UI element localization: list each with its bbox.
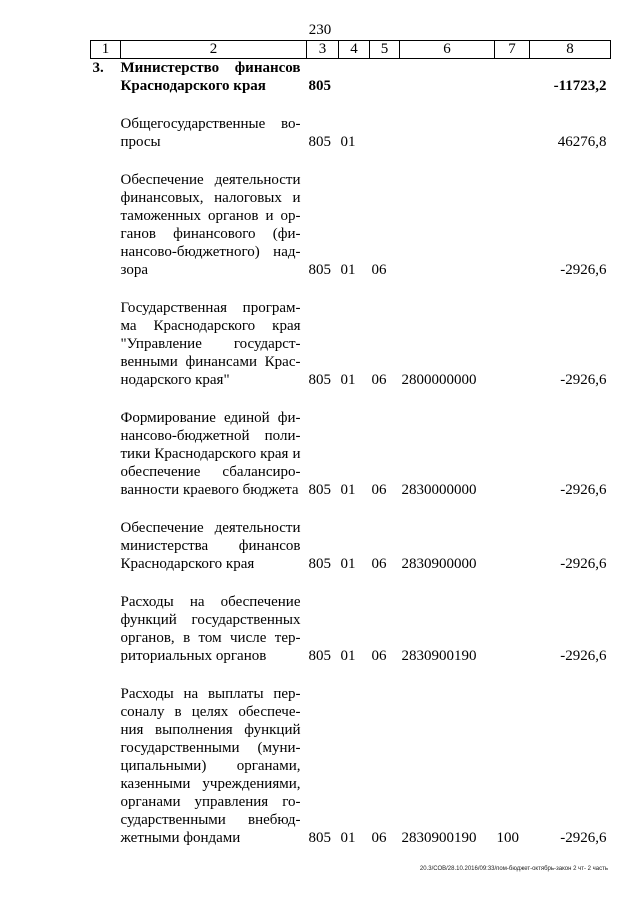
name-line: риториальных органов <box>120 648 267 664</box>
target-article-code <box>400 59 495 96</box>
target-article-code <box>400 115 495 151</box>
row-name <box>121 115 307 151</box>
name-line: органами управления го- <box>120 794 301 810</box>
name-line: обеспечение сбалансиро- <box>120 464 301 480</box>
table-row <box>91 171 611 279</box>
row-number: 3. <box>92 60 104 76</box>
name-line: ма Краснодарского края <box>120 318 301 334</box>
subsection-code: 06 <box>371 262 387 278</box>
name-line: жетными фондами <box>120 830 241 846</box>
name-line: соналу в целях обеспече- <box>120 704 301 720</box>
name-line: нансово-бюджетной поли- <box>120 428 301 444</box>
row-name <box>121 409 307 499</box>
ved-code: 805 <box>308 482 331 498</box>
name-line: Краснодарского края <box>120 78 266 94</box>
table-row <box>91 115 611 151</box>
row-number <box>91 519 121 573</box>
ved-code: 805 <box>308 134 331 150</box>
ved-code: 805 <box>308 372 331 388</box>
name-line: "Управление государст- <box>120 336 301 352</box>
name-line: тики Краснодарского края и <box>120 446 301 462</box>
section-code: 01 <box>340 830 356 846</box>
budget-table <box>90 40 611 847</box>
row-spacer <box>91 151 611 171</box>
name-line: Государственная програм- <box>120 300 301 316</box>
row-name <box>121 59 307 96</box>
section-code: 01 <box>340 134 356 150</box>
name-line: функций государственных <box>120 612 301 628</box>
amount-value: -2926,6 <box>560 648 607 664</box>
column-header: 6 <box>400 41 495 59</box>
name-line: Общегосударственные во- <box>120 116 301 132</box>
row-number <box>91 593 121 665</box>
name-line: государственными (муни- <box>120 740 301 756</box>
column-header: 7 <box>495 41 530 59</box>
amount-value: -2926,6 <box>560 830 607 846</box>
name-line: органов, в том числе тер- <box>120 630 301 646</box>
amount-value: -2926,6 <box>560 482 607 498</box>
ved-code: 805 <box>308 78 331 94</box>
expense-type-code <box>495 409 530 499</box>
row-number <box>91 171 121 279</box>
ved-code: 805 <box>308 830 331 846</box>
row-spacer <box>91 389 611 409</box>
ved-code: 805 <box>308 556 331 572</box>
name-line: Формирование единой фи- <box>120 410 301 426</box>
target-article-code: 2830900000 <box>401 556 477 572</box>
expense-type-code: 100 <box>496 830 519 846</box>
section-code <box>339 59 370 96</box>
page-number: 230 <box>308 22 332 38</box>
column-header: 4 <box>339 41 370 59</box>
subsection-code <box>370 59 400 96</box>
row-name <box>121 519 307 573</box>
column-header: 8 <box>530 41 611 59</box>
expense-type-code <box>495 115 530 151</box>
row-spacer <box>91 665 611 685</box>
row-number <box>91 685 121 847</box>
target-article-code: 2800000000 <box>401 372 477 388</box>
column-header: 2 <box>121 41 307 59</box>
row-name <box>121 685 307 847</box>
amount-value: -2926,6 <box>560 556 607 572</box>
name-line: ванности краевого бюджета <box>120 482 299 498</box>
row-name <box>121 299 307 389</box>
expense-type-code <box>495 299 530 389</box>
table-body <box>91 59 611 848</box>
name-line: сударственными внебюд- <box>120 812 301 828</box>
subsection-code: 06 <box>371 556 387 572</box>
table-row <box>91 593 611 665</box>
name-line: венными финансами Крас- <box>120 354 301 370</box>
row-spacer <box>91 95 611 115</box>
target-article-code <box>400 171 495 279</box>
amount-value: -2926,6 <box>560 262 607 278</box>
amount-value: 46276,8 <box>557 134 607 150</box>
name-line: ганов финансового (фи- <box>120 226 301 242</box>
name-line: таможенных органов и ор- <box>120 208 301 224</box>
subsection-code: 06 <box>371 830 387 846</box>
section-code: 01 <box>340 482 356 498</box>
row-number <box>91 115 121 151</box>
target-article-code: 2830900190 <box>401 648 477 664</box>
header-row <box>91 41 611 59</box>
section-code: 01 <box>340 372 356 388</box>
document-footer: 20.3/СОВ/28.10.2016/09:33/пом-бюджет-октябрь-закон 2 чт- 2 часть <box>419 866 608 872</box>
section-code: 01 <box>340 648 356 664</box>
ved-code: 805 <box>308 262 331 278</box>
name-line: казенными учреждениями, <box>120 776 301 792</box>
row-spacer <box>91 279 611 299</box>
expense-type-code <box>495 171 530 279</box>
table-row <box>91 685 611 847</box>
name-line: просы <box>120 134 161 150</box>
section-code: 01 <box>340 556 356 572</box>
subsection-code: 06 <box>371 372 387 388</box>
subsection-code: 06 <box>371 482 387 498</box>
name-line: Обеспечение деятельности <box>120 172 301 188</box>
column-header: 5 <box>370 41 400 59</box>
amount-value: -11723,2 <box>553 78 607 94</box>
subsection-code <box>370 115 400 151</box>
name-line: нансово-бюджетного) над- <box>120 244 301 260</box>
table-row <box>91 519 611 573</box>
name-line: Краснодарского края <box>120 556 255 572</box>
amount-value: -2926,6 <box>560 372 607 388</box>
expense-type-code <box>495 593 530 665</box>
row-name <box>121 593 307 665</box>
name-line: министерства финансов <box>120 538 301 554</box>
table-row <box>91 299 611 389</box>
name-line: Обеспечение деятельности <box>120 520 301 536</box>
target-article-code: 2830000000 <box>401 482 477 498</box>
target-article-code: 2830900190 <box>401 830 477 846</box>
row-spacer <box>91 499 611 519</box>
name-line: Министерство финансов <box>120 60 301 76</box>
name-line: ципальными) органами, <box>120 758 301 774</box>
section-code: 01 <box>340 262 356 278</box>
ved-code: 805 <box>308 648 331 664</box>
table-row <box>91 59 611 96</box>
name-line: Расходы на выплаты пер- <box>120 686 301 702</box>
column-header: 1 <box>91 41 121 59</box>
name-line: ния выполнения функций <box>120 722 301 738</box>
row-number <box>91 409 121 499</box>
row-spacer <box>91 573 611 593</box>
name-line: нодарского края" <box>120 372 230 388</box>
column-header: 3 <box>307 41 339 59</box>
name-line: зора <box>120 262 148 278</box>
row-number <box>91 299 121 389</box>
row-name <box>121 171 307 279</box>
subsection-code: 06 <box>371 648 387 664</box>
expense-type-code <box>495 59 530 96</box>
name-line: финансовых, налоговых и <box>120 190 301 206</box>
expense-type-code <box>495 519 530 573</box>
table-row <box>91 409 611 499</box>
name-line: Расходы на обеспечение <box>120 594 301 610</box>
